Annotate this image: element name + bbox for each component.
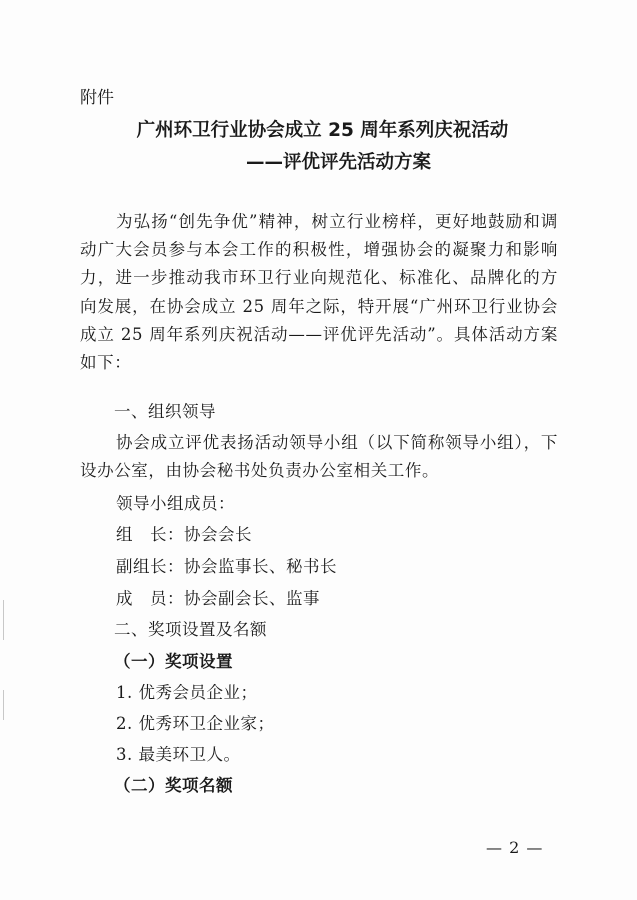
group-leader-line: 组 长：协会会长 xyxy=(116,525,252,544)
scan-edge-mark xyxy=(3,690,4,720)
members-label: 领导小组成员： xyxy=(116,494,235,513)
scan-edge-mark xyxy=(3,600,4,640)
subsection-heading-award-setup: （一）奖项设置 xyxy=(114,652,233,671)
award-item: 3. 最美环卫人。 xyxy=(116,745,241,764)
award-item: 2. 优秀环卫企业家； xyxy=(116,714,275,733)
leadership-description: 协会成立评优表扬活动领导小组（以下简称领导小组），下设办公室，由协会秘书处负责办公室相关工作。 xyxy=(80,433,558,481)
page-number: — 2 — xyxy=(486,838,544,857)
members-line: 成 员：协会副会长、监事 xyxy=(116,589,320,608)
award-item: 1. 优秀会员企业； xyxy=(116,683,258,702)
deputy-leader-line: 副组长：协会监事长、秘书长 xyxy=(116,557,337,576)
attachment-label: 附件 xyxy=(80,88,114,108)
document-title: 广州环卫行业协会成立 25 周年系列庆祝活动 xyxy=(136,120,509,141)
section-heading-organization: 一、组织领导 xyxy=(114,402,216,421)
section-heading-awards: 二、奖项设置及名额 xyxy=(114,620,267,639)
intro-paragraph: 为弘扬“创先争优”精神，树立行业榜样，更好地鼓励和调动广大会员参与本会工作的积极性，增强协会的凝聚力和影响力，进一步推动我市环卫行业向规范化、标准化、品牌化的方向发展，在协会成立 25 周年之际，特开展“广州环卫行业协会成立 25 周年系列庆祝活动——评优评先活动”。具体活动方案如下： xyxy=(80,212,558,373)
document-subtitle: ——评优评先活动方案 xyxy=(245,152,431,173)
subsection-heading-award-quota: （二）奖项名额 xyxy=(114,776,233,795)
